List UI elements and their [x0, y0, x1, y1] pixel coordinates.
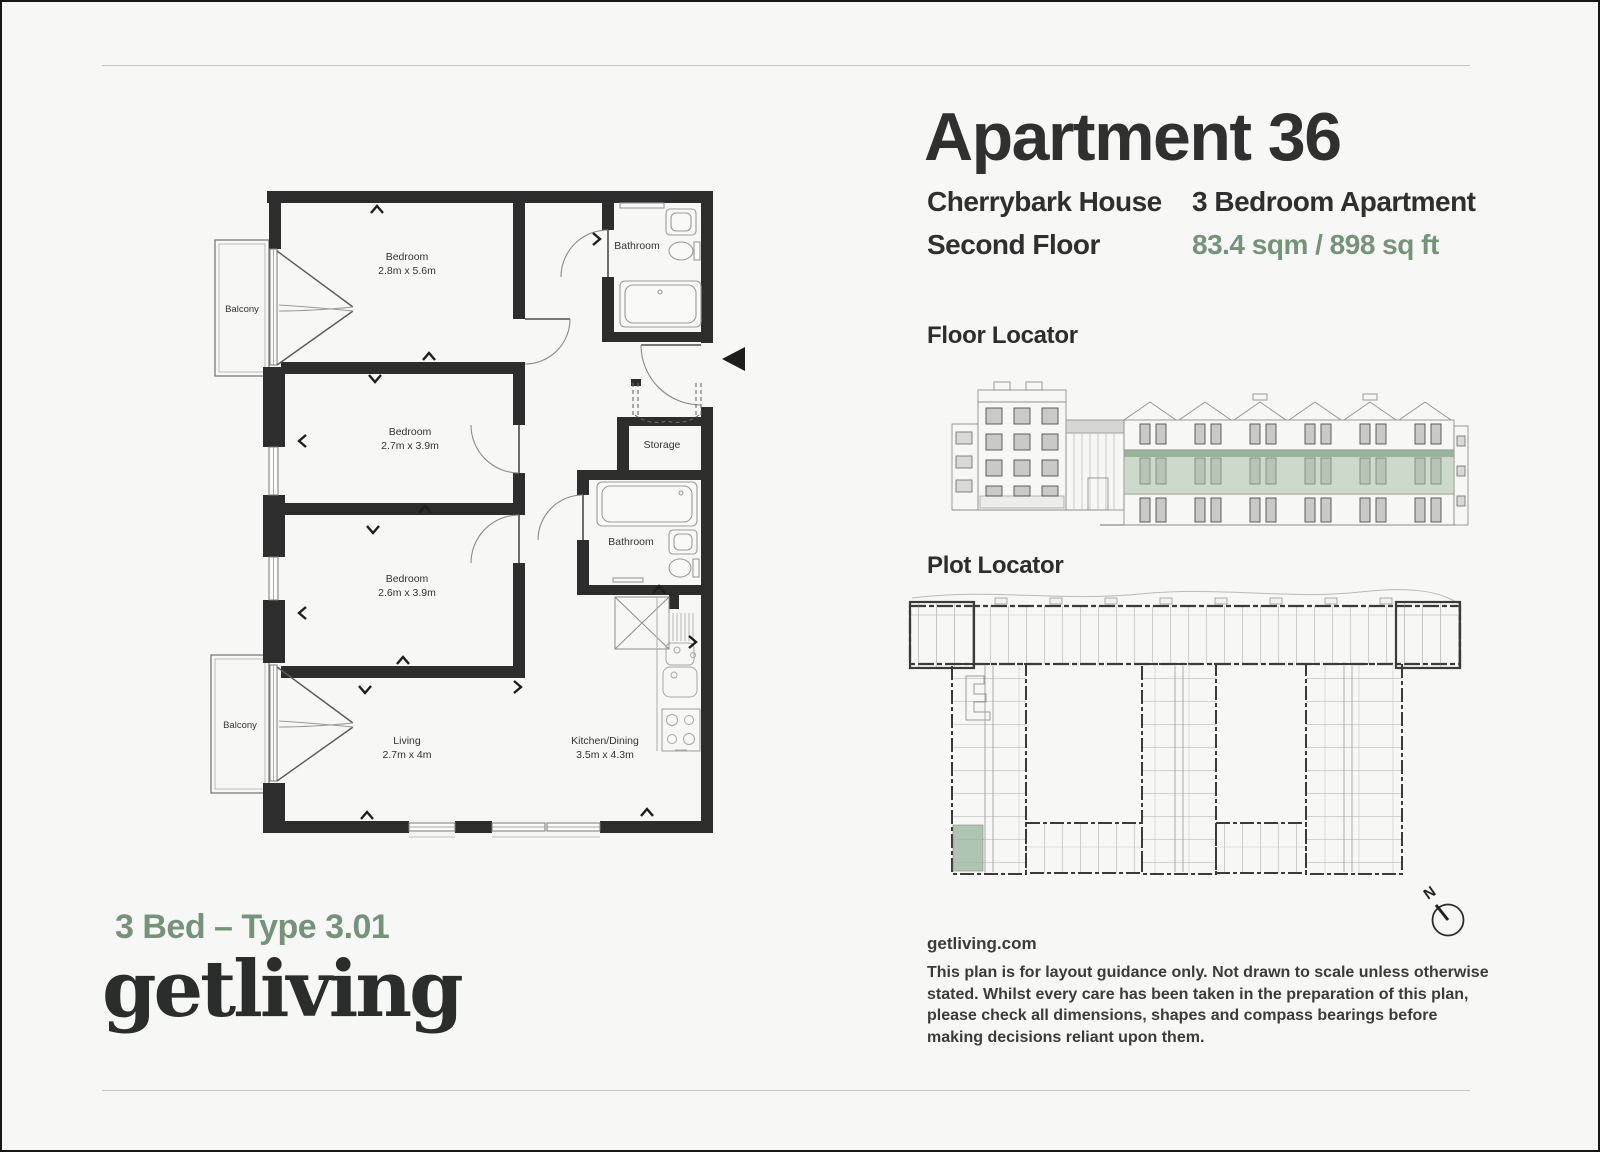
footer [927, 934, 1489, 1048]
room-dims-living: 2.7m x 4m [382, 749, 432, 761]
disclaimer-text: This plan is for layout guidance only. Not drawn to scale unless otherwise stated. Whilst every care has been taken in the preparation of this plan, please check all dimensions, shapes and compass bearings before making decisions reliant upon them. [927, 964, 1489, 1046]
highlighted-floor-band [1124, 450, 1454, 494]
room-label-balcony-bottom: Balcony [223, 720, 257, 731]
room-dims-bedroom3: 2.6m x 3.9m [378, 587, 436, 599]
room-label-living: Living [393, 735, 421, 747]
room-label-bedroom3: Bedroom [385, 573, 429, 585]
apartment-floorplan [207, 185, 747, 857]
plan-type-label: 3 Bed – Type 3.01 [115, 908, 390, 946]
windows [269, 249, 600, 831]
kitchen-fixtures [657, 597, 700, 751]
floor-locator-heading: Floor Locator [927, 322, 1078, 349]
getliving-logo: getliving [102, 944, 461, 1035]
cupboard-doors [633, 383, 701, 422]
room-label-storage: Storage [643, 439, 681, 451]
floor-name: Second Floor [927, 229, 1100, 260]
plot-locator-heading: Plot Locator [927, 552, 1064, 579]
room-dims-kitchen: 3.5m x 4.3m [576, 749, 634, 761]
website-text: getliving.com [927, 934, 1037, 953]
room-label-bedroom1: Bedroom [385, 251, 429, 263]
room-label-kitchen: Kitchen/Dining [571, 735, 639, 747]
plot-locator-siteplan [900, 586, 1472, 882]
building-name: Cherrybark House [927, 186, 1162, 217]
room-label-bathroom-top: Bathroom [614, 240, 660, 252]
room-label-balcony-top: Balcony [225, 304, 259, 315]
room-dims-bedroom1: 2.8m x 5.6m [378, 265, 436, 277]
service-shaft [615, 597, 669, 649]
entrance-arrow-icon [722, 347, 745, 371]
top-block [910, 598, 1460, 668]
compass-needle-icon [1436, 905, 1448, 920]
page-title: Apartment 36 [924, 99, 1341, 175]
apartment-type: 3 Bedroom Apartment [1192, 186, 1476, 217]
north-label: N [1420, 883, 1440, 904]
wings [952, 664, 1402, 874]
apartment-area: 83.4 sqm / 898 sq ft [1192, 229, 1439, 260]
room-label-bedroom2: Bedroom [388, 426, 432, 438]
room-label-bathroom-mid: Bathroom [608, 536, 654, 548]
bathroom-top-fixtures [620, 203, 701, 327]
balcony-doors [277, 251, 353, 781]
bottom-divider [102, 1090, 1470, 1091]
highlighted-plot-unit [953, 825, 983, 871]
bathroom-mid-fixtures [597, 482, 699, 582]
top-divider [102, 65, 1470, 66]
site-boundary-line [912, 590, 1460, 604]
floor-locator-elevation [950, 362, 1472, 534]
room-dims-bedroom2: 2.7m x 3.9m [381, 440, 439, 452]
